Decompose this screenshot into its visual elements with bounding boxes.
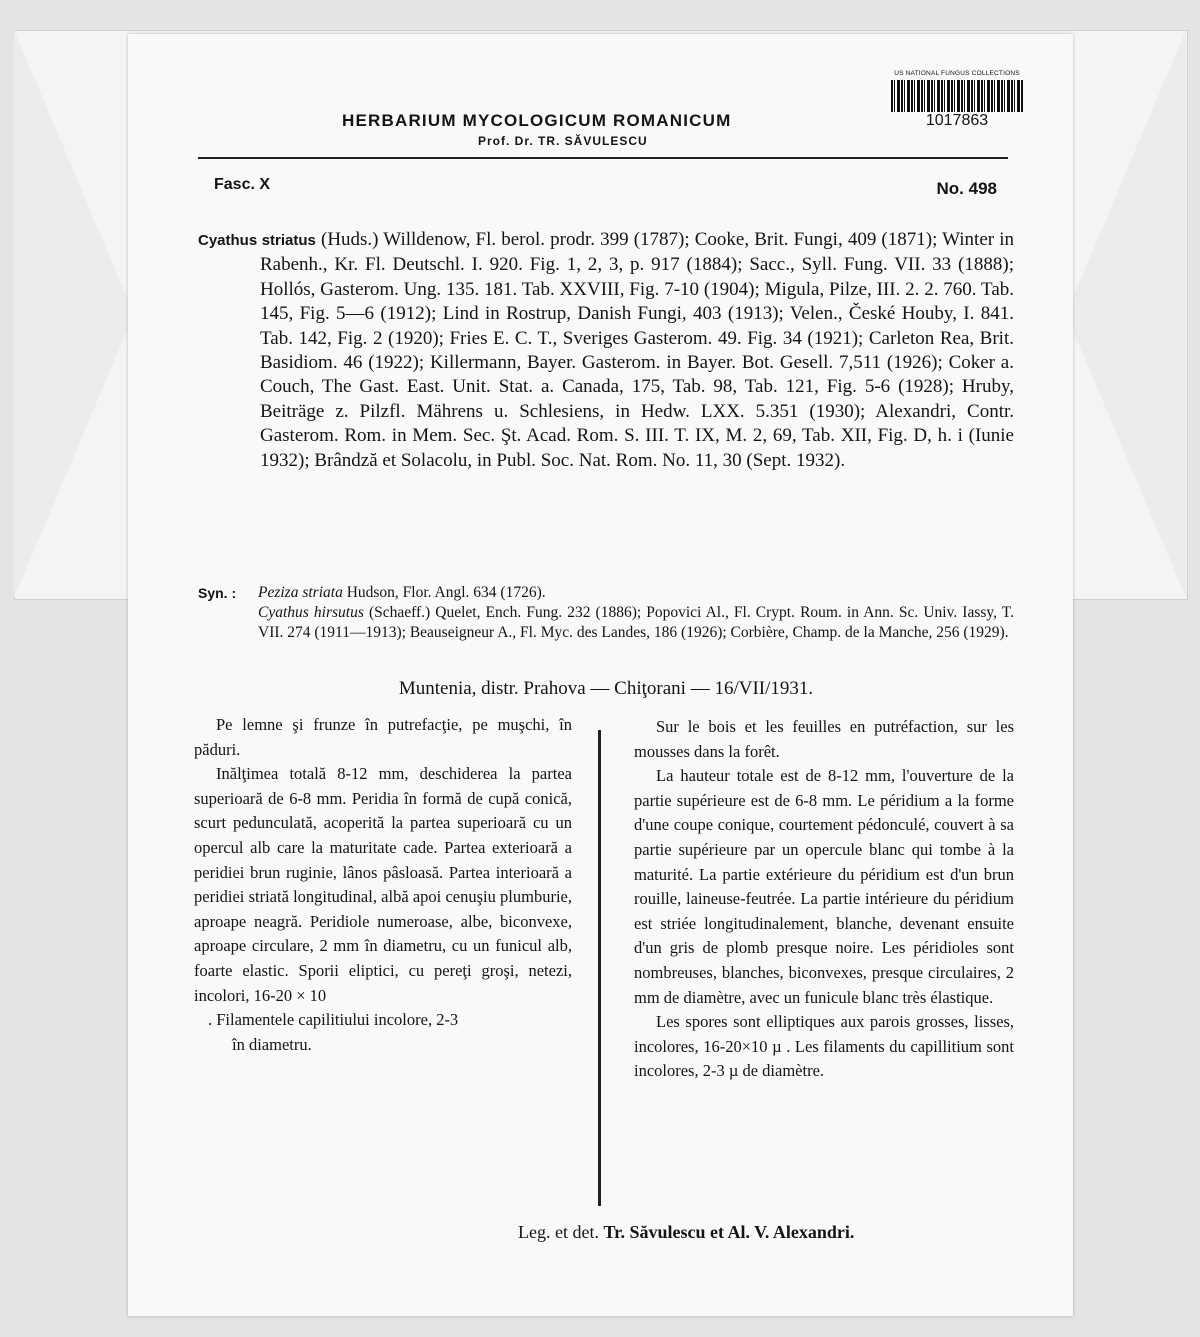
romanian-description: [194, 713, 572, 1057]
fr-habitat: Sur le bois et les feuilles en putréfaction, sur les mousses dans la forêt.: [634, 717, 1014, 761]
species-name: Cyathus striatus: [198, 232, 316, 249]
barcode-institution: US NATIONAL FUNGUS COLLECTIONS: [894, 70, 1020, 77]
collector-line: [518, 1222, 854, 1243]
fascicle-label: Fasc. X: [214, 176, 271, 193]
synonyms-block: [198, 583, 1014, 643]
synonym-1: [258, 583, 1014, 603]
barcode-number: 1017863: [925, 112, 989, 129]
collector-prefix: Leg. et det.: [518, 1222, 604, 1242]
species-citation: [198, 228, 1014, 473]
header-divider: [198, 157, 1008, 159]
fr-morphology: La hauteur totale est de 8-12 mm, l'ouverture de la partie supérieure est de 6-8 mm. Le péridium a la forme d'une coupe conique, courtement pédonculé, couvert à sa partie supérieure par un opercule blanc qui tombe à la maturité. La partie extérieure du péridium est d'un brun rouille, laineuse-feutrée. La partie intérieure du péridium est striée longitudinalement, blanche, devenant ensuite d'un gris de plomb presque noire. Les péridioles sont nombreuses, blanches, biconvexes, presque circulaires, 2 mm de diamètre, avec un funicule blanc très élastique.: [634, 766, 1014, 1007]
herbarium-title: HERBARIUM MYCOLOGICUM ROMANICUM: [342, 111, 732, 130]
synonym-2: [258, 603, 1014, 643]
ro-morphology: Inălţimea totală 8-12 mm, deschiderea la partea superioară de 6-8 mm. Peridia în formă de cupă conică, scurt pedunculată, acoperită la partea superioară cu un opercul alb care la maturitate cade. Partea exterioară a peridiei brun ruginie, lânos pâsloasă. Partea interioară a peridiei striată longitudinal, albă apoi cenuşiu plumburie, aproape neagră. Peridiole numeroase, albe, biconvexe, aproape circulare, 2 mm în diametru, cu un funicul alb, foarte elastic. Sporii eliptici, cu pereţi groşi, netezi, incolori, 16-20 × 10: [194, 764, 572, 1005]
ro-habitat: Pe lemne şi frunze în putrefacţie, pe muşchi, în păduri.: [194, 715, 572, 759]
column-divider: [598, 730, 601, 1206]
synonym-2-text: (Schaeff.) Quelet, Ench. Fung. 232 (1886); Popovici Al., Fl. Crypt. Roum. in Ann. Sc. Univ. Iassy, T. VII. 274 (1911—1913); Beauseigneur A., Fl. Myc. des Landes, 186 (1926); Corbière, Champ. de la Manche, 256 (1929).: [258, 604, 1015, 641]
french-description: [634, 715, 1014, 1084]
collector-names: Tr. Săvulescu et Al. V. Alexandri.: [603, 1222, 855, 1242]
ro-capillitium: . Filamentele capilitiului incolore, 2-3: [208, 1010, 459, 1030]
citation-text: (Huds.) Willdenow, Fl. berol. prodr. 399 (1787); Cooke, Brit. Fungi, 409 (1871); Winter in Rabenh., Kr. Fl. Deutschl. I. 920. Fig. 1, 2, 3, p. 917 (1884); Sacc., Syll. Fung. VII. 33 (1888); Hollós, Gasterom. Ung. 135. 181. Tab. XXVIII, Fig. 7-10 (1904); Migula, Pilze, III. 2. 2. 760. Tab. 145, Fig. 5—6 (1912); Lind in Rostrup, Danish Fungi, 403 (1913); Velen., České Houby, I. 841. Tab. 142, Fig. 2 (1920); Fries E. C. T., Sveriges Gasterom. 49. Fig. 34 (1921); Carleton Rea, Brit. Basidiom. 46 (1922); Killermann, Bayer. Gasterom. in Bayer. Bot. Gesell. 7,511 (1926); Coker a. Couch, The Gast. East. Unit. Stat. a. Canada, 175, Tab. 98, Tab. 121, Fig. 5-6 (1928); Hruby, Beiträge z. Pilzfl. Mährens u. Schlesiens, in Hedw. LXX. 5.351 (1930); Alexandri, Contr. Gasterom. Rom. in Mem. Sec. Şt. Acad. Rom. S. III. T. IX, M. 2, 69, Tab. XII, Fig. D, h. i (Iunie 1932); Brândză et Solacolu, in Publ. Soc. Nat. Rom. No. 11, 30 (Sept. 1932).: [260, 229, 1014, 471]
barcode-icon: [891, 80, 1023, 112]
envelope-flap-right: [1066, 30, 1186, 598]
locality-line: Muntenia, distr. Prahova — Chiţorani — 16/VII/1931.: [398, 678, 814, 699]
synonyms-label: Syn. :: [198, 585, 237, 601]
synonym-2-name: Cyathus hirsutus: [258, 604, 364, 621]
herbarium-subtitle: Prof. Dr. TR. SĂVULESCU: [478, 134, 648, 148]
fr-spores: Les spores sont elliptiques aux parois grosses, lisses, incolores, 16-20×10 µ . Les filaments du capillitium sont incolores, 2-3 µ de diamètre.: [634, 1012, 1014, 1081]
synonym-1-name: Peziza striata: [258, 584, 343, 601]
specimen-number: No. 498: [936, 179, 997, 198]
envelope-flap-left: [14, 30, 134, 598]
barcode-label: [884, 70, 1030, 136]
synonym-1-text: Hudson, Flor. Angl. 634 (1726).: [342, 584, 546, 601]
ro-diameter: în diametru.: [232, 1034, 312, 1054]
